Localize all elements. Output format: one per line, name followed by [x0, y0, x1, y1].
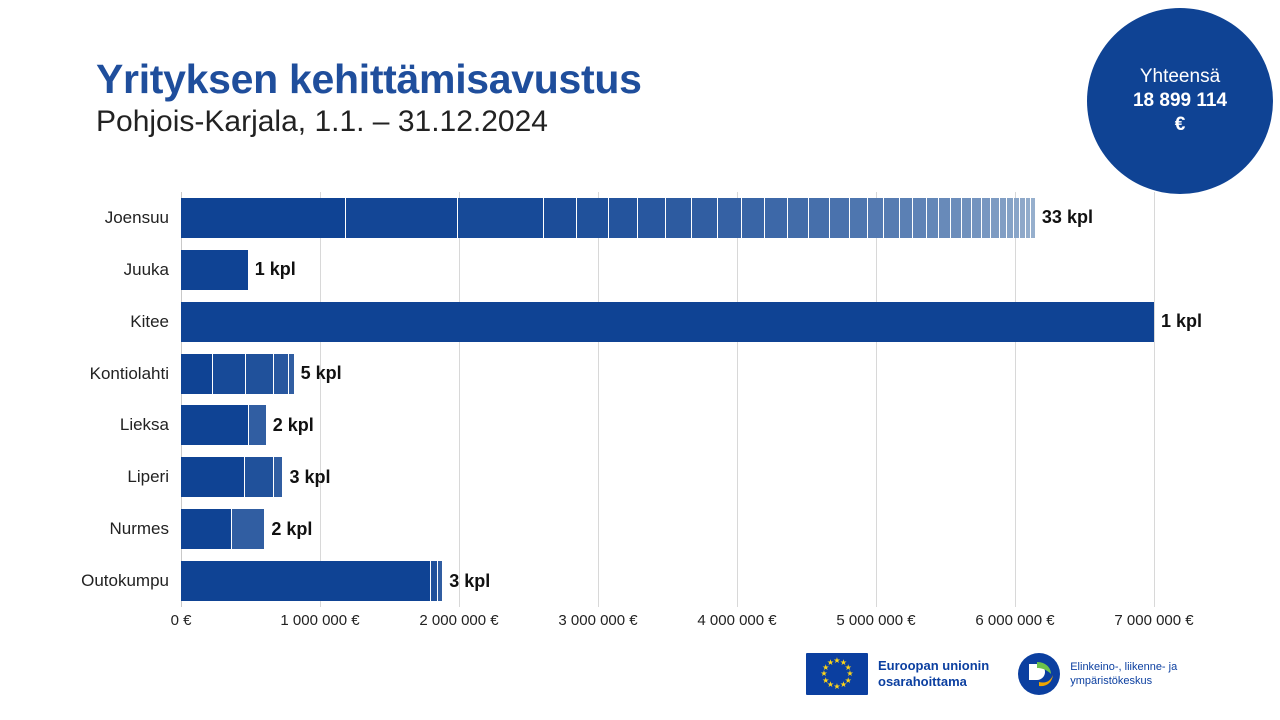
- eu-logo: [806, 653, 989, 695]
- stacked-bar[interactable]: [181, 457, 282, 497]
- bar-segment: [951, 198, 962, 238]
- stacked-bar[interactable]: [181, 561, 442, 601]
- bar-segment: [982, 198, 991, 238]
- bar-segment: [742, 198, 766, 238]
- eu-star-icon: ★: [833, 682, 841, 691]
- bar-count-label: 2 kpl: [272, 414, 314, 435]
- bar-segment: [181, 405, 249, 445]
- gridline: [737, 192, 738, 607]
- bar-row: [181, 302, 1202, 342]
- eu-logo-line1: Euroopan unionin: [878, 657, 990, 673]
- bar-segment: [809, 198, 830, 238]
- bar-segment: [346, 198, 457, 238]
- bar-segment: [939, 198, 951, 238]
- bar-row: [181, 354, 342, 394]
- page-title: Yrityksen kehittämisavustus: [96, 56, 642, 102]
- bar-segment: [850, 198, 868, 238]
- bar-segment: [245, 457, 274, 497]
- ely-logo-line2: ympäristökeskus: [1070, 675, 1153, 687]
- stacked-bar[interactable]: [181, 405, 266, 445]
- bar-segment: [181, 250, 248, 290]
- bar-segment: [900, 198, 914, 238]
- category-label: Nurmes: [109, 519, 169, 539]
- ely-mark-icon: [1017, 652, 1061, 696]
- bar-segment: [666, 198, 692, 238]
- bar-segment: [868, 198, 885, 238]
- x-tick-label: 2 000 000 €: [419, 612, 499, 629]
- eu-star-icon: ★: [826, 680, 835, 690]
- bar-segment: [289, 354, 293, 394]
- x-axis: [170, 612, 1194, 636]
- bar-segment: [181, 354, 213, 394]
- bar-segment: [765, 198, 787, 238]
- ely-logo-line1: Elinkeino-, liikenne- ja: [1070, 660, 1178, 673]
- bar-segment: [884, 198, 899, 238]
- x-tick-label: 1 000 000 €: [280, 612, 360, 629]
- bar-segment: [458, 198, 544, 238]
- x-tick-label: 3 000 000 €: [558, 612, 638, 629]
- eu-star-icon: ★: [839, 680, 848, 690]
- eu-star-icon: ★: [820, 669, 828, 678]
- bar-segment: [274, 457, 282, 497]
- bar-count-label: 33 kpl: [1041, 207, 1093, 228]
- bar-segment: [972, 198, 982, 238]
- total-value: 18 899 114: [1132, 90, 1228, 112]
- chart-plot-area: [181, 192, 1203, 607]
- gridline: [1015, 192, 1016, 607]
- bar-segment: [577, 198, 609, 238]
- bar-count-label: 1 kpl: [1161, 311, 1203, 332]
- stacked-bar[interactable]: [181, 250, 248, 290]
- bar-segment: [181, 509, 232, 549]
- total-badge: [1087, 8, 1273, 194]
- bar-segment: [962, 198, 972, 238]
- stacked-bar[interactable]: [181, 302, 1154, 342]
- category-label: Lieksa: [119, 415, 169, 435]
- title-block: [96, 58, 642, 138]
- x-tick-label: 0 €: [170, 612, 192, 629]
- ely-logo: [1017, 652, 1177, 696]
- bar-segment: [181, 561, 431, 601]
- bar-row: [181, 457, 330, 497]
- bar-segment: [913, 198, 926, 238]
- bar-segment: [274, 354, 289, 394]
- stacked-bar[interactable]: [181, 198, 1035, 238]
- eu-star-icon: ★: [822, 675, 830, 685]
- bar-segment: [431, 561, 438, 601]
- bar-segment: [1031, 198, 1035, 238]
- category-label: Juuka: [123, 259, 169, 279]
- eu-logo-line2: osarahoittama: [878, 674, 967, 689]
- bar-row: [181, 509, 312, 549]
- category-label: Outokumpu: [81, 571, 169, 591]
- eu-star-icon: ★: [826, 657, 835, 667]
- eu-star-icon: ★: [839, 657, 848, 667]
- bar-segment: [544, 198, 577, 238]
- bar-segment: [927, 198, 940, 238]
- gridline: [876, 192, 877, 607]
- eu-star-icon: ★: [844, 662, 852, 672]
- eu-star-icon: ★: [833, 656, 841, 665]
- page-subtitle: Pohjois-Karjala, 1.1. – 31.12.2024: [96, 105, 548, 139]
- bar-count-label: 2 kpl: [271, 518, 313, 539]
- bar-segment: [1000, 198, 1008, 238]
- eu-star-icon: ★: [822, 662, 830, 672]
- stacked-bar[interactable]: [181, 509, 264, 549]
- bar-row: [181, 198, 1093, 238]
- x-tick-label: 4 000 000 €: [697, 612, 777, 629]
- category-label: Joensuu: [104, 207, 169, 227]
- eu-star-icon: ★: [844, 675, 852, 685]
- total-unit: €: [1174, 113, 1186, 135]
- bar-segment: [638, 198, 666, 238]
- bar-segment: [718, 198, 742, 238]
- x-tick-label: 6 000 000 €: [975, 612, 1055, 629]
- bar-segment: [246, 354, 274, 394]
- category-label: Liperi: [127, 467, 169, 487]
- gridline: [598, 192, 599, 607]
- bar-segment: [609, 198, 638, 238]
- bar-row: [181, 250, 296, 290]
- stacked-bar[interactable]: [181, 354, 294, 394]
- bar-row: [181, 561, 490, 601]
- bar-count-label: 5 kpl: [300, 363, 342, 384]
- eu-star-icon: ★: [846, 669, 854, 678]
- bar-segment: [1007, 198, 1014, 238]
- bar-segment: [830, 198, 849, 238]
- bar-segment: [438, 561, 442, 601]
- bar-segment: [213, 354, 246, 394]
- bar-count-label: 3 kpl: [449, 570, 491, 591]
- eu-logo-text: [878, 658, 989, 691]
- bar-row: [181, 405, 314, 445]
- gridline: [1154, 192, 1155, 607]
- bar-segment: [181, 302, 1154, 342]
- footer-logos: [806, 652, 1177, 696]
- bar-segment: [788, 198, 810, 238]
- category-label: Kitee: [130, 311, 169, 331]
- bar-count-label: 1 kpl: [254, 259, 296, 280]
- x-tick-label: 7 000 000 €: [1114, 612, 1194, 629]
- bar-count-label: 3 kpl: [289, 466, 331, 487]
- x-tick-label: 5 000 000 €: [836, 612, 916, 629]
- category-label: Kontiolahti: [89, 363, 169, 383]
- bar-segment: [692, 198, 717, 238]
- ely-logo-text: [1070, 660, 1177, 689]
- total-label: Yhteensä: [1139, 66, 1221, 88]
- bar-segment: [181, 457, 245, 497]
- eu-flag-icon: [806, 653, 868, 695]
- bar-segment: [249, 405, 266, 445]
- gridline: [459, 192, 460, 607]
- gridline: [320, 192, 321, 607]
- bar-segment: [181, 198, 346, 238]
- bar-segment: [232, 509, 264, 549]
- bar-segment: [991, 198, 999, 238]
